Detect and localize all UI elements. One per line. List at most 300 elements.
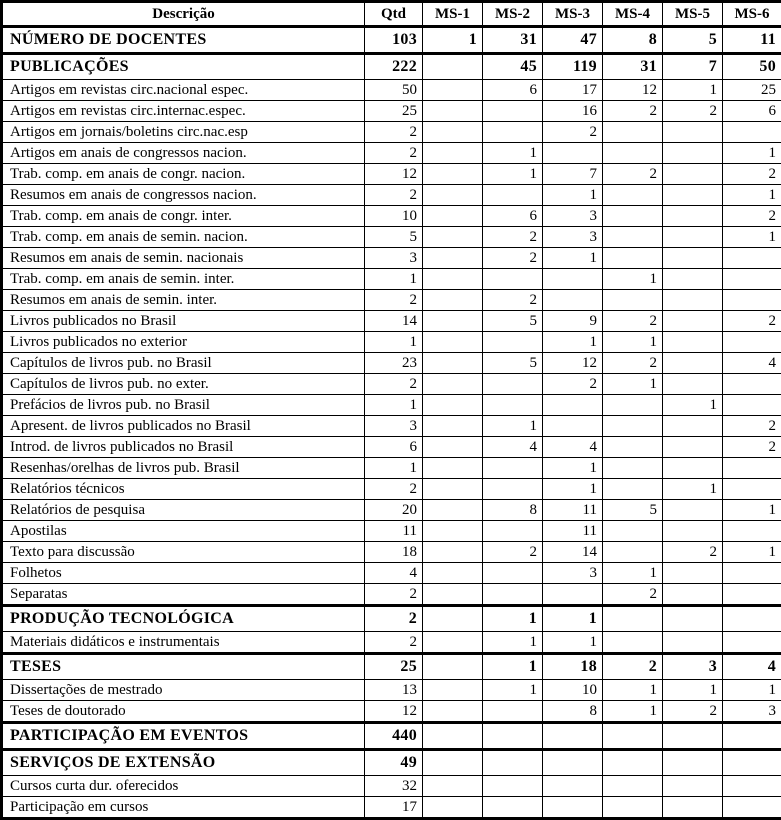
- cell-ms6: [723, 395, 781, 416]
- cell-qtd: 2: [365, 122, 423, 143]
- table-row: [2, 542, 781, 563]
- cell-ms6: 1: [723, 542, 781, 563]
- cell-ms5: [663, 500, 723, 521]
- section-row: [2, 654, 781, 680]
- cell-qtd: 2: [365, 606, 423, 632]
- cell-ms5: 1: [663, 479, 723, 500]
- cell-qtd: 25: [365, 654, 423, 680]
- cell-ms4: 2: [603, 353, 663, 374]
- cell-ms5: [663, 269, 723, 290]
- cell-qtd: 2: [365, 374, 423, 395]
- cell-ms3: 2: [543, 122, 603, 143]
- cell-ms1: [423, 143, 483, 164]
- table-row: [2, 185, 781, 206]
- section-label: PRODUÇÃO TECNOLÓGICA: [2, 606, 365, 632]
- cell-ms2: 5: [483, 353, 543, 374]
- table-row: [2, 332, 781, 353]
- cell-ms6: [723, 606, 781, 632]
- cell-ms3: [543, 290, 603, 311]
- cell-qtd: 440: [365, 723, 423, 750]
- cell-ms3: 10: [543, 680, 603, 701]
- cell-qtd: 2: [365, 290, 423, 311]
- cell-ms1: [423, 164, 483, 185]
- cell-ms4: 2: [603, 101, 663, 122]
- table-row: [2, 143, 781, 164]
- table-row: [2, 701, 781, 723]
- cell-qtd: 50: [365, 80, 423, 101]
- cell-ms6: 2: [723, 437, 781, 458]
- cell-ms3: 1: [543, 632, 603, 654]
- cell-ms5: 1: [663, 80, 723, 101]
- cell-ms6: 1: [723, 500, 781, 521]
- cell-qtd: 11: [365, 521, 423, 542]
- cell-ms3: [543, 416, 603, 437]
- section-label: PUBLICAÇÕES: [2, 54, 365, 80]
- cell-ms1: [423, 654, 483, 680]
- cell-ms3: 17: [543, 80, 603, 101]
- cell-ms5: [663, 122, 723, 143]
- cell-ms4: 1: [603, 332, 663, 353]
- cell-ms6: 1: [723, 185, 781, 206]
- row-label: Folhetos: [2, 563, 365, 584]
- table-header-row: [2, 2, 781, 27]
- column-header-desc[interactable]: Descrição: [2, 2, 365, 27]
- cell-qtd: 6: [365, 437, 423, 458]
- cell-ms3: [543, 723, 603, 750]
- cell-ms2: [483, 185, 543, 206]
- cell-qtd: 2: [365, 185, 423, 206]
- cell-ms5: [663, 606, 723, 632]
- section-label: TESES: [2, 654, 365, 680]
- cell-ms3: 12: [543, 353, 603, 374]
- cell-ms6: [723, 776, 781, 797]
- cell-ms4: [603, 479, 663, 500]
- cell-ms5: [663, 750, 723, 776]
- cell-ms2: 45: [483, 54, 543, 80]
- table-row: [2, 632, 781, 654]
- cell-ms2: [483, 332, 543, 353]
- cell-ms1: [423, 680, 483, 701]
- cell-ms2: 2: [483, 290, 543, 311]
- cell-qtd: 2: [365, 632, 423, 654]
- cell-ms1: [423, 797, 483, 819]
- cell-ms3: 16: [543, 101, 603, 122]
- cell-ms2: [483, 479, 543, 500]
- cell-ms5: 1: [663, 680, 723, 701]
- cell-qtd: 2: [365, 584, 423, 606]
- cell-ms6: 3: [723, 701, 781, 723]
- cell-ms1: [423, 606, 483, 632]
- row-label: Prefácios de livros pub. no Brasil: [2, 395, 365, 416]
- cell-ms6: [723, 332, 781, 353]
- cell-ms2: [483, 723, 543, 750]
- cell-ms4: [603, 797, 663, 819]
- table-row: [2, 584, 781, 606]
- cell-ms6: [723, 750, 781, 776]
- cell-ms2: 1: [483, 143, 543, 164]
- cell-ms5: 2: [663, 101, 723, 122]
- cell-ms5: 7: [663, 54, 723, 80]
- cell-ms2: [483, 101, 543, 122]
- cell-ms4: 1: [603, 701, 663, 723]
- table-row: [2, 248, 781, 269]
- cell-qtd: 14: [365, 311, 423, 332]
- row-label: Resumos em anais de semin. nacionais: [2, 248, 365, 269]
- cell-ms5: [663, 290, 723, 311]
- cell-ms1: [423, 723, 483, 750]
- cell-ms1: [423, 632, 483, 654]
- section-label: PARTICIPAÇÃO EM EVENTOS: [2, 723, 365, 750]
- cell-ms2: 1: [483, 632, 543, 654]
- cell-ms3: [543, 584, 603, 606]
- section-row: [2, 606, 781, 632]
- cell-ms1: [423, 248, 483, 269]
- cell-ms4: 8: [603, 27, 663, 54]
- cell-ms4: 1: [603, 680, 663, 701]
- cell-qtd: 25: [365, 101, 423, 122]
- cell-ms5: 2: [663, 701, 723, 723]
- table-row: [2, 311, 781, 332]
- cell-qtd: 3: [365, 248, 423, 269]
- cell-ms2: 1: [483, 416, 543, 437]
- cell-ms1: [423, 311, 483, 332]
- cell-qtd: 17: [365, 797, 423, 819]
- cell-ms6: 11: [723, 27, 781, 54]
- table-row: [2, 437, 781, 458]
- table-row: [2, 80, 781, 101]
- table-row: [2, 395, 781, 416]
- row-label: Trab. comp. em anais de semin. inter.: [2, 269, 365, 290]
- cell-ms5: [663, 723, 723, 750]
- cell-ms3: 8: [543, 701, 603, 723]
- cell-qtd: 13: [365, 680, 423, 701]
- cell-ms6: 2: [723, 416, 781, 437]
- cell-ms4: [603, 632, 663, 654]
- table-row: [2, 416, 781, 437]
- table-row: [2, 521, 781, 542]
- cell-qtd: 1: [365, 269, 423, 290]
- table-row: [2, 479, 781, 500]
- cell-ms5: [663, 185, 723, 206]
- cell-ms6: 2: [723, 164, 781, 185]
- cell-ms3: 4: [543, 437, 603, 458]
- cell-ms1: [423, 269, 483, 290]
- cell-ms6: [723, 290, 781, 311]
- cell-ms2: 1: [483, 164, 543, 185]
- cell-ms6: 4: [723, 654, 781, 680]
- cell-ms1: [423, 521, 483, 542]
- table-row: [2, 164, 781, 185]
- row-label: Resumos em anais de congressos nacion.: [2, 185, 365, 206]
- column-header-ms4[interactable]: MS-4: [603, 2, 663, 27]
- cell-ms5: 1: [663, 395, 723, 416]
- cell-qtd: 10: [365, 206, 423, 227]
- cell-ms5: [663, 584, 723, 606]
- row-label: Trab. comp. em anais de congr. nacion.: [2, 164, 365, 185]
- cell-ms6: [723, 122, 781, 143]
- row-label: Artigos em revistas circ.internac.espec.: [2, 101, 365, 122]
- cell-ms1: [423, 479, 483, 500]
- cell-ms2: [483, 374, 543, 395]
- cell-ms3: 3: [543, 227, 603, 248]
- cell-ms5: [663, 416, 723, 437]
- row-label: Livros publicados no Brasil: [2, 311, 365, 332]
- cell-ms1: [423, 54, 483, 80]
- cell-ms4: 5: [603, 500, 663, 521]
- cell-ms2: [483, 584, 543, 606]
- cell-ms3: 11: [543, 500, 603, 521]
- table-row: [2, 122, 781, 143]
- row-label: Dissertações de mestrado: [2, 680, 365, 701]
- table-row: [2, 563, 781, 584]
- cell-qtd: 49: [365, 750, 423, 776]
- cell-ms1: [423, 101, 483, 122]
- cell-ms6: [723, 797, 781, 819]
- table-row: [2, 227, 781, 248]
- cell-ms5: 2: [663, 542, 723, 563]
- cell-ms4: 12: [603, 80, 663, 101]
- cell-ms6: 1: [723, 227, 781, 248]
- cell-ms1: [423, 353, 483, 374]
- cell-ms3: [543, 776, 603, 797]
- cell-qtd: 222: [365, 54, 423, 80]
- cell-ms3: 14: [543, 542, 603, 563]
- cell-ms5: [663, 206, 723, 227]
- cell-ms3: 9: [543, 311, 603, 332]
- cell-ms5: [663, 164, 723, 185]
- cell-ms3: 1: [543, 332, 603, 353]
- row-label: Capítulos de livros pub. no exter.: [2, 374, 365, 395]
- row-label: Capítulos de livros pub. no Brasil: [2, 353, 365, 374]
- cell-ms5: 3: [663, 654, 723, 680]
- cell-ms4: [603, 122, 663, 143]
- cell-ms6: [723, 479, 781, 500]
- row-label: Separatas: [2, 584, 365, 606]
- cell-ms5: [663, 332, 723, 353]
- cell-ms3: [543, 395, 603, 416]
- cell-ms4: [603, 416, 663, 437]
- cell-ms2: [483, 563, 543, 584]
- cell-ms1: [423, 227, 483, 248]
- row-label: Artigos em anais de congressos nacion.: [2, 143, 365, 164]
- row-label: Materiais didáticos e instrumentais: [2, 632, 365, 654]
- cell-ms2: [483, 750, 543, 776]
- cell-ms5: [663, 632, 723, 654]
- column-header-ms2[interactable]: MS-2: [483, 2, 543, 27]
- section-label: SERVIÇOS DE EXTENSÃO: [2, 750, 365, 776]
- row-label: Apostilas: [2, 521, 365, 542]
- column-header-ms6[interactable]: MS-6: [723, 2, 781, 27]
- cell-ms4: 1: [603, 269, 663, 290]
- cell-ms2: 4: [483, 437, 543, 458]
- row-label: Texto para discussão: [2, 542, 365, 563]
- cell-ms3: 7: [543, 164, 603, 185]
- cell-ms2: 1: [483, 680, 543, 701]
- cell-ms1: [423, 563, 483, 584]
- cell-ms1: 1: [423, 27, 483, 54]
- cell-qtd: 2: [365, 143, 423, 164]
- cell-ms4: [603, 248, 663, 269]
- cell-ms1: [423, 701, 483, 723]
- cell-ms3: 47: [543, 27, 603, 54]
- table-row: [2, 101, 781, 122]
- row-label: Livros publicados no exterior: [2, 332, 365, 353]
- cell-ms5: [663, 311, 723, 332]
- cell-ms1: [423, 776, 483, 797]
- cell-ms1: [423, 332, 483, 353]
- cell-ms6: [723, 632, 781, 654]
- column-header-ms5[interactable]: MS-5: [663, 2, 723, 27]
- cell-ms3: 3: [543, 563, 603, 584]
- cell-ms3: [543, 269, 603, 290]
- cell-ms4: [603, 227, 663, 248]
- cell-qtd: 12: [365, 701, 423, 723]
- cell-ms6: 2: [723, 206, 781, 227]
- cell-ms6: 4: [723, 353, 781, 374]
- cell-ms1: [423, 122, 483, 143]
- cell-ms3: [543, 143, 603, 164]
- cell-ms4: [603, 723, 663, 750]
- row-label: Relatórios técnicos: [2, 479, 365, 500]
- cell-ms1: [423, 458, 483, 479]
- cell-ms4: [603, 458, 663, 479]
- cell-ms2: [483, 797, 543, 819]
- cell-ms5: [663, 797, 723, 819]
- cell-ms3: 18: [543, 654, 603, 680]
- cell-qtd: 1: [365, 458, 423, 479]
- cell-ms1: [423, 416, 483, 437]
- table-row: [2, 776, 781, 797]
- cell-ms5: [663, 437, 723, 458]
- cell-ms4: [603, 185, 663, 206]
- cell-ms5: [663, 248, 723, 269]
- cell-ms6: 6: [723, 101, 781, 122]
- section-label: NÚMERO DE DOCENTES: [2, 27, 365, 54]
- cell-ms6: 1: [723, 143, 781, 164]
- cell-ms3: 1: [543, 185, 603, 206]
- cell-ms1: [423, 500, 483, 521]
- cell-ms4: 1: [603, 374, 663, 395]
- cell-qtd: 4: [365, 563, 423, 584]
- cell-ms4: 31: [603, 54, 663, 80]
- section-row: [2, 723, 781, 750]
- cell-qtd: 1: [365, 332, 423, 353]
- cell-ms1: [423, 185, 483, 206]
- cell-ms5: [663, 353, 723, 374]
- cell-qtd: 3: [365, 416, 423, 437]
- section-row: [2, 54, 781, 80]
- cell-ms5: [663, 143, 723, 164]
- cell-qtd: 1: [365, 395, 423, 416]
- cell-ms2: 1: [483, 606, 543, 632]
- cell-ms6: [723, 269, 781, 290]
- section-row: [2, 27, 781, 54]
- cell-ms2: [483, 521, 543, 542]
- row-label: Introd. de livros publicados no Brasil: [2, 437, 365, 458]
- cell-ms2: [483, 269, 543, 290]
- cell-ms6: [723, 374, 781, 395]
- cell-ms4: [603, 521, 663, 542]
- column-header-ms3[interactable]: MS-3: [543, 2, 603, 27]
- table-row: [2, 458, 781, 479]
- cell-ms1: [423, 437, 483, 458]
- cell-ms6: [723, 584, 781, 606]
- cell-ms4: 2: [603, 654, 663, 680]
- table-header: [2, 2, 781, 27]
- cell-ms2: 2: [483, 542, 543, 563]
- cell-ms4: 1: [603, 563, 663, 584]
- cell-ms1: [423, 290, 483, 311]
- cell-ms6: [723, 563, 781, 584]
- cell-ms2: 31: [483, 27, 543, 54]
- column-header-ms1[interactable]: MS-1: [423, 2, 483, 27]
- row-label: Cursos curta dur. oferecidos: [2, 776, 365, 797]
- cell-ms4: [603, 606, 663, 632]
- cell-ms1: [423, 374, 483, 395]
- cell-ms2: 6: [483, 206, 543, 227]
- row-label: Artigos em jornais/boletins circ.nac.esp: [2, 122, 365, 143]
- cell-ms2: [483, 701, 543, 723]
- cell-ms3: 3: [543, 206, 603, 227]
- table-row: [2, 206, 781, 227]
- cell-qtd: 103: [365, 27, 423, 54]
- cell-ms2: 5: [483, 311, 543, 332]
- cell-ms3: 1: [543, 606, 603, 632]
- cell-ms3: 1: [543, 458, 603, 479]
- cell-ms4: [603, 290, 663, 311]
- cell-ms4: [603, 437, 663, 458]
- cell-ms3: 1: [543, 248, 603, 269]
- cell-ms2: [483, 776, 543, 797]
- cell-ms6: 2: [723, 311, 781, 332]
- table-row: [2, 290, 781, 311]
- cell-ms5: [663, 374, 723, 395]
- table-row: [2, 797, 781, 819]
- cell-ms4: [603, 776, 663, 797]
- cell-ms1: [423, 206, 483, 227]
- column-header-qtd[interactable]: Qtd: [365, 2, 423, 27]
- cell-ms2: 1: [483, 654, 543, 680]
- cell-qtd: 23: [365, 353, 423, 374]
- cell-qtd: 18: [365, 542, 423, 563]
- cell-ms6: [723, 723, 781, 750]
- table-row: [2, 680, 781, 701]
- cell-ms4: [603, 542, 663, 563]
- row-label: Trab. comp. em anais de congr. inter.: [2, 206, 365, 227]
- cell-ms2: 8: [483, 500, 543, 521]
- cell-ms5: [663, 776, 723, 797]
- table-row: [2, 500, 781, 521]
- cell-ms3: 11: [543, 521, 603, 542]
- cell-qtd: 5: [365, 227, 423, 248]
- cell-ms5: [663, 563, 723, 584]
- row-label: Resenhas/orelhas de livros pub. Brasil: [2, 458, 365, 479]
- cell-ms6: 50: [723, 54, 781, 80]
- cell-ms3: [543, 750, 603, 776]
- table-body: [2, 27, 781, 819]
- cell-ms2: [483, 395, 543, 416]
- cell-qtd: 2: [365, 479, 423, 500]
- cell-ms4: 2: [603, 164, 663, 185]
- table-row: [2, 353, 781, 374]
- cell-ms5: [663, 521, 723, 542]
- row-label: Apresent. de livros publicados no Brasil: [2, 416, 365, 437]
- cell-ms5: [663, 227, 723, 248]
- row-label: Trab. comp. em anais de semin. nacion.: [2, 227, 365, 248]
- cell-ms1: [423, 542, 483, 563]
- cell-ms2: 2: [483, 227, 543, 248]
- cell-ms1: [423, 584, 483, 606]
